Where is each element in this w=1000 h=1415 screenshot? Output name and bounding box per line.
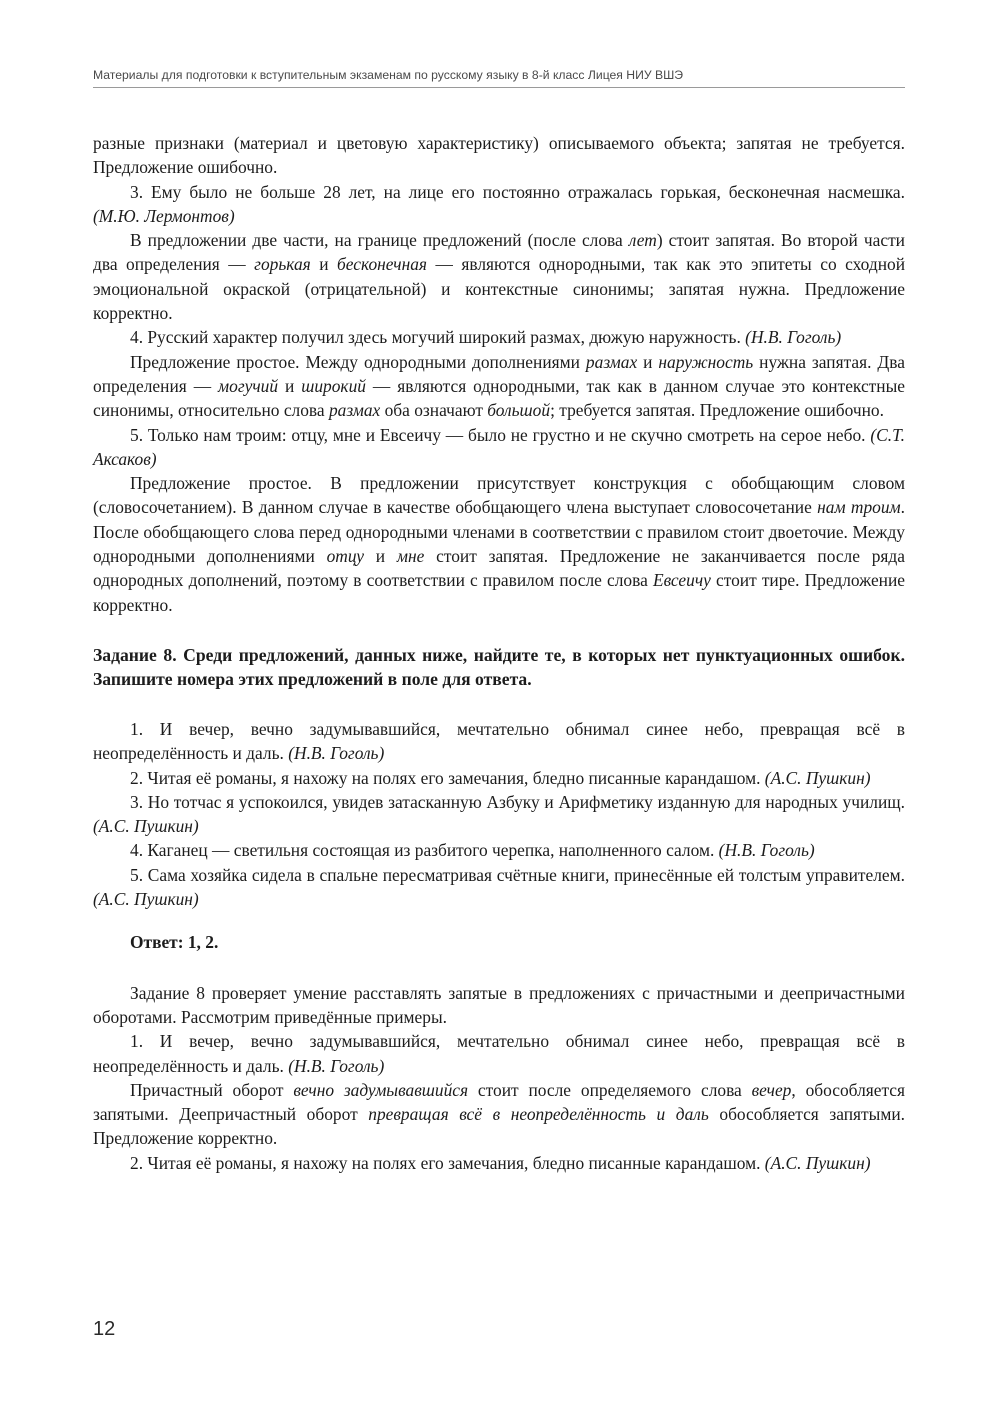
- explanation-4: Предложение простое. Между однородными дополнениями размах и наружность нужна запятая. Два определения — могучий и широкий — являются однородными, так как в данном случае это контекстные синонимы, относительно слова размах оба означают большой; требуется запятая. Предложение ошибочно.: [93, 351, 905, 421]
- page-body: [93, 131, 905, 1175]
- author-citation: (А.С. Пушкин): [764, 767, 871, 788]
- example-sentence-5: 5. Только нам троим: отцу, мне и Евсеичу — было не грустно и не скучно смотреть на серое небо. (С.Т. Аксаков): [93, 424, 905, 469]
- author-citation: (Н.В. Гоголь): [718, 840, 815, 861]
- analysis-explanation-1: Причастный оборот вечно задумывавшийся стоит после определяемого слова вечер, обособляется запятыми. Деепричастный оборот превращая всё в неопределённость и даль обособляется запятыми. Предложение корректно.: [93, 1079, 906, 1149]
- task-item-4: 4. Каганец — светильня состоящая из разбитого черепка, наполненного салом. (Н.В. Гоголь): [130, 840, 815, 861]
- answer-line: Ответ: 1, 2.: [130, 932, 219, 953]
- paragraph-continuation: разные признаки (материал и цветовую характеристику) описываемого объекта; запятая не требуется. Предложение ошибочно.: [93, 133, 905, 178]
- author-citation: (Н.В. Гоголь): [745, 327, 842, 348]
- author-citation: (А.С. Пушкин): [764, 1152, 871, 1173]
- author-citation: (С.Т. Аксаков): [93, 424, 905, 469]
- task-item-3: 3. Но тотчас я успокоился, увидев затасканную Азбуку и Арифметику изданную для народных училищ. (А.С. Пушкин): [93, 791, 905, 837]
- author-citation: (Н.В. Гоголь): [288, 1055, 385, 1076]
- explanation-5: Предложение простое. В предложении присутствует конструкция с обобщающим словом (словосочетанием). В данном случае в качестве обобщающего члена выступает словосочетание нам троим. После обобщающего слова перед однородными членами в соответствии с правилом стоит двоеточие. Между однородными дополнениями отцу и мне стоит запятая. Предложение не заканчивается после ряда однородных дополнений, поэтому в соответствии с правилом после слова Евсеичу стоит тире. Предложение корректно.: [93, 473, 906, 615]
- task-item-1: 1. И вечер, вечно задумывавшийся, мечтательно обнимал синее небо, превращая всё в неопределённость и даль. (Н.В. Гоголь): [93, 718, 905, 764]
- page-number: 12: [93, 1318, 116, 1340]
- task-item-2: 2. Читая её романы, я нахожу на полях его замечания, бледно писанные карандашом. (А.С. Пушкин): [130, 767, 871, 788]
- explanation-3: В предложении две части, на границе предложений (после слова лет) стоит запятая. Во второй части два определения — горькая и бесконечная — являются однородными, так как это эпитеты со сходной эмоциональной окраской (отрицательной) и контекстные синонимы; запятая нужна. Предложение корректно.: [93, 230, 905, 324]
- example-sentence-4: 4. Русский характер получил здесь могучий широкий размах, дюжую наружность. (Н.В. Гоголь): [130, 327, 842, 348]
- task-8-heading: Задание 8. Среди предложений, данных ниже, найдите те, в которых нет пунктуационных ошибок. Запишите номера этих предложений в поле для ответа.: [93, 644, 905, 690]
- author-citation: (М.Ю. Лермонтов): [93, 205, 235, 226]
- task-item-5: 5. Сама хозяйка сидела в спальне пересматривая счётные книги, принесённые ей толстым управителем. (А.С. Пушкин): [93, 864, 905, 910]
- example-sentence-3: 3. Ему было не больше 28 лет, на лице его постоянно отражалась горькая, бесконечная насмешка. (М.Ю. Лермонтов): [93, 181, 905, 226]
- author-citation: (Н.В. Гоголь): [288, 743, 385, 764]
- running-header: Материалы для подготовки к вступительным экзаменам по русскому языку в 8-й класс Лицея НИУ ВШЭ: [93, 68, 684, 82]
- header-divider: [93, 87, 905, 88]
- analysis-intro: Задание 8 проверяет умение расставлять запятые в предложениях с причастными и деепричастными оборотами. Рассмотрим приведённые примеры.: [93, 982, 905, 1027]
- author-citation: (А.С. Пушкин): [93, 889, 199, 910]
- analysis-example-1: 1. И вечер, вечно задумывавшийся, мечтательно обнимал синее небо, превращая всё в неопределённость и даль. (Н.В. Гоголь): [93, 1031, 905, 1076]
- analysis-example-2: 2. Читая её романы, я нахожу на полях его замечания, бледно писанные карандашом. (А.С. Пушкин): [130, 1152, 871, 1173]
- author-citation: (А.С. Пушкин): [93, 816, 199, 837]
